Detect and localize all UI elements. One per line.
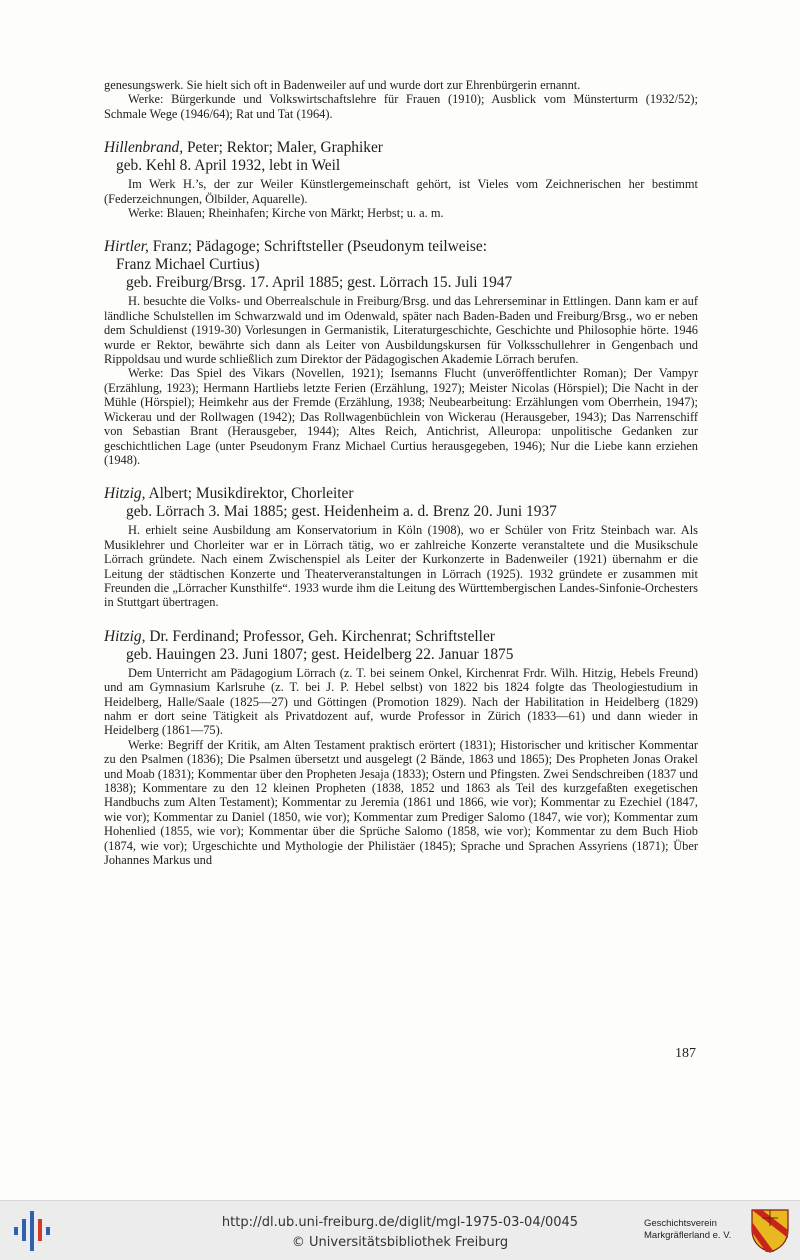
entry-hillenbrand [104,139,698,220]
entry-name: Hitzig, [104,485,146,503]
viewer-footer [0,1200,800,1260]
entry-title: Dr. Ferdinand; Professor, Geh. Kirchenrat; Schriftsteller [145,627,495,645]
entry-dates: geb. Hauingen 23. Juni 1807; gest. Heidelberg 22. Januar 1875 [126,645,514,663]
entry-title: Franz; Pädagoge; Schriftsteller (Pseudonym teilweise: [148,238,487,256]
entry-works: Werke: Das Spiel des Vikars (Novellen, 1921); Isemanns Flucht (unveröffentlichter Roman); Der Vampyr (Erzählung, 1923); Hermann Hartliebs letzte Ferien (Erzählung, 1927); Meister Nicolas (Hörspiel); Die Nacht in der Mühle (Hörspiel); Heimkehr aus der Fremde (Erzählung, 1938; Neubearbeitung: Erzählungen vom Oberrhein, 1947); Wickerau und der Rollwagen (1942); Das Rollwagenbüchlein von Wickerau (Herausgeber, 1943); Das Narrenschiff von Sebastian Brant (Herausgeber, 1944); Altes Reich, Antichrist, Alleuropa: unpolitische Gedanken zur geschichtlichen Lage (unter Pseudonym Franz Michael Curtius herausgegeben, 1946); Nur die Liebe kann erziehen (1948). [104,366,698,467]
entry-name: Hitzig, [104,627,146,645]
entry-hitzig-ferdinand [104,628,698,868]
entry-heading [104,139,698,157]
copyright-text: © Universitätsbibliothek Freiburg [291,1235,509,1250]
publisher-line-2: Markgräflerland e. V. [644,1230,732,1241]
publisher-line-1: Geschichtsverein [644,1218,717,1229]
page-number: 187 [675,1046,696,1061]
entry-name: Hirtler, [104,238,149,256]
entry-title: Albert; Musikdirektor, Chorleiter [145,485,354,503]
entry-body: H. erhielt seine Ausbildung am Konservatorium in Köln (1908), wo er Schüler von Fritz Steinbach war. Als Musiklehrer und Chorleiter war er in Lörrach tätig, wo er zahlreiche Konzerte veranstaltete und die Musikschule Lörrach gründete. Nach einem Zwischenspiel als Leiter der Kurkonzerte in Badenweiler (1921) übernahm er die Leitung der städtischen Konzerte und Theaterveranstaltungen in Lörrach (1925). 1932 gründete er zusammen mit Freunden die „Lörracher Kunsthilfe“. 1933 wurde ihm die Leitung des Württembergischen Landes-Sinfonie-Orchesters in Stuttgart übertragen. [104,523,698,610]
entry-body: Im Werk H.’s, der zur Weiler Künstlergemeinschaft gehört, ist Vieles vom Zeichnerischen her bestimmt (Federzeichnungen, Ölbilder, Aquarelle). [104,177,698,206]
entry-heading [104,628,698,646]
permalink-url[interactable]: http://dl.ub.uni-freiburg.de/diglit/mgl-1975-03-04/0045 [221,1215,579,1230]
page-content [104,78,698,867]
entry-works: Werke: Blauen; Rheinhafen; Kirche von Märkt; Herbst; u. a. m. [128,206,444,221]
entry-dates: geb. Kehl 8. April 1932, lebt in Weil [116,157,341,175]
publisher-name [644,1218,731,1242]
entry-subtitle: Franz Michael Curtius) [116,256,260,274]
entry-hitzig-albert [104,485,698,609]
entry-heading [104,238,698,256]
intro-text: genesungswerk. Sie hielt sich oft in Badenweiler auf und wurde dort zur Ehrenbürgerin ernannt. [104,78,581,92]
entry-dates: geb. Freiburg/Brsg. 17. April 1885; gest. Lörrach 15. Juli 1947 [126,274,513,292]
entry-works: Werke: Begriff der Kritik, am Alten Testament praktisch erörtert (1831); Historischer und kritischer Kommentar zu den Psalmen (1836); Die Psalmen übersetzt und ausgelegt (2 Bände, 1863 und 1865); Des Propheten Jonas Orakel und Moab (1831); Kommentar über den Propheten Jesaja (1833); Ostern und Pfingsten. Zwei Sendschreiben (1837 und 1838); Kommentare zu den 12 kleinen Propheten (1838, 1852 und 1863 als Teil des kurzgefaßten exegetischen Handbuchs zum Alten Testament); Kommentar zu Jeremia (1861 und 1866, wie vor); Kommentar zu Ezechiel (1847, wie vor); Kommentar zu Daniel (1850, wie vor); Kommentar zum Prediger Salomo (1847, wie vor); Kommentar zum Hohenlied (1855, wie vor); Kommentar über die Sprüche Salomo (1858, wie vor); Kommentar zu dem Buch Hiob (1874, wie vor); Urgeschichte und Mythologie der Philistäer (1845); Sprache und Sprachen Assyriens (1871); Über Johannes Markus und [104,737,698,868]
entry-title: Peter; Rektor; Maler, Graphiker [183,139,383,157]
coat-of-arms-icon [750,1208,790,1254]
entry-dates: geb. Lörrach 3. Mai 1885; gest. Heidenheim a. d. Brenz 20. Juni 1937 [126,503,557,521]
entry-heading [104,485,698,503]
entry-hirtler [104,238,698,467]
intro-works: Werke: Bürgerkunde und Volkswirtschaftslehre für Frauen (1910); Ausblick vom Münsterturm (1932/52); Schmale Wege (1946/64); Rat und Tat (1964). [104,92,698,121]
entry-name: Hillenbrand, [104,139,184,157]
entry-body: Dem Unterricht am Pädagogium Lörrach (z. T. bei seinem Onkel, Kirchenrat Frdr. Wilh. Hitzig, Hebels Freund) und am Gymnasium Karlsruhe (z. T. bei J. P. Hebel selbst) von 1822 bis 1824 folgte das Theologiestudium in Heidelberg, Halle/Saale (1825—27) und Göttingen (Promotion 1829). Nach der Habilitation in Heidelberg (1829) nahm er dort seine Tätigkeit als Privatdozent auf, wurde Professor in Zürich (1833—61) und dann wieder in Heidelberg (1861—75). [104,665,698,738]
entry-body: H. besuchte die Volks- und Oberrealschule in Freiburg/Brsg. und das Lehrerseminar in Ettlingen. Dann kam er auf ländliche Schulstellen im Schwarzwald und im Odenwald, später nach Baden-Baden und Freiburg/Brsg., wo er neben dem Schuldienst (1919-30) Vorlesungen in Germanistik, Literaturgeschichte, Geschichte und Philosophie hörte. 1946 wurde er Rektor, bewährte sich dann als Leiter von Ausbildungskursen für Volksschullehrer in Gengenbach und Rippoldsau und wurde schließlich zum Direktor der Pädagogischen Akademie Lörrach berufen. [104,294,698,367]
